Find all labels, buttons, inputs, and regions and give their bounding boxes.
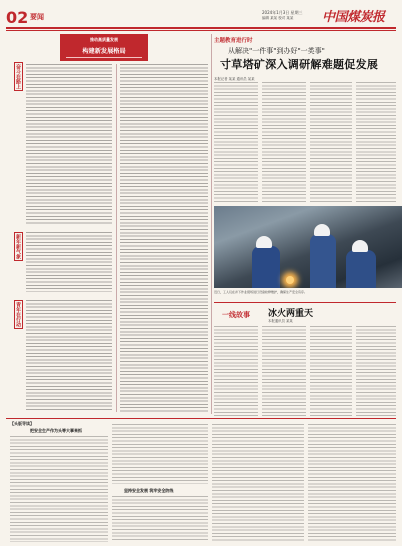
bottom-band-rule bbox=[6, 418, 396, 419]
feature-kicker: 推动高质量发展 bbox=[90, 37, 118, 42]
left-col-text-b bbox=[26, 232, 112, 292]
bottom-left-heading: 把安全生产作为头等大事来抓 bbox=[30, 428, 82, 433]
story2-col-4 bbox=[356, 326, 396, 416]
main-text-col-4 bbox=[356, 82, 396, 202]
main-text-col-3 bbox=[310, 82, 352, 202]
side-tag-3: 青年在行动 bbox=[15, 302, 21, 327]
photo-worker-3 bbox=[346, 250, 376, 288]
story2-byline: 本报通讯员 某某 bbox=[268, 319, 293, 323]
editor-line: 编辑 某某 校对 某某 bbox=[262, 16, 294, 20]
header-thin-rule bbox=[6, 30, 396, 31]
photo-helmet-2 bbox=[314, 224, 330, 236]
mid-col-text bbox=[120, 64, 208, 412]
main-text-col-1 bbox=[214, 82, 258, 202]
photo-worker-1 bbox=[252, 246, 280, 288]
bottom-text-col-4 bbox=[308, 424, 396, 542]
feature-title-box bbox=[60, 34, 148, 61]
col-divider-2 bbox=[211, 34, 212, 414]
photo-welding-spark bbox=[286, 276, 294, 284]
feature-divider bbox=[66, 57, 142, 58]
header-rule bbox=[6, 27, 396, 29]
main-kicker: 主题教育进行时 bbox=[214, 38, 253, 44]
main-byline: 本报记者 某某 通讯员 某某 bbox=[214, 77, 255, 81]
photo-caption: 近日，工人们在井下作业现场进行设备检修维护，确保生产安全有序。 bbox=[214, 290, 308, 294]
news-photo bbox=[214, 206, 402, 288]
story2-kicker: 一线故事 bbox=[222, 311, 250, 319]
bottom-mid-heading: 坚持安全发展 筑牢安全防线 bbox=[124, 488, 174, 493]
main-headline: 寸草塔矿深入调研解难题促发展 bbox=[220, 58, 379, 71]
side-tag-2: 新年新气象 bbox=[15, 234, 21, 259]
feature-title: 构建新发展格局 bbox=[82, 48, 126, 55]
masthead-logo: 中国煤炭报 bbox=[322, 10, 385, 25]
photo-worker-2 bbox=[310, 234, 336, 288]
bottom-text-col-3 bbox=[212, 424, 304, 542]
section-label: 要闻 bbox=[30, 13, 44, 21]
bottom-text-col-2b bbox=[112, 496, 208, 542]
photo-helmet-1 bbox=[256, 236, 272, 248]
section-rule bbox=[214, 302, 396, 303]
story2-headline: 冰火两重天 bbox=[268, 309, 314, 319]
story2-col-2 bbox=[262, 326, 306, 416]
main-subhead: 从解决"一件事"到办好"一类事" bbox=[228, 47, 325, 55]
story2-col-1 bbox=[214, 326, 258, 416]
photo-helmet-3 bbox=[352, 240, 368, 252]
side-tag-1: 奋斗在路上 bbox=[15, 64, 21, 89]
issue-date: 2024年1月3日 星期三 bbox=[262, 10, 303, 15]
bottom-text-col-1 bbox=[10, 436, 108, 542]
col-divider-1 bbox=[116, 64, 117, 412]
page-number: 02 bbox=[6, 8, 29, 27]
bottom-text-col-2a bbox=[112, 424, 208, 484]
bottom-tag: 【头版导读】 bbox=[10, 421, 34, 426]
left-col-text-a bbox=[26, 64, 112, 224]
main-text-col-2 bbox=[262, 82, 306, 202]
left-col-text-c bbox=[26, 300, 112, 412]
story2-col-3 bbox=[310, 326, 352, 416]
